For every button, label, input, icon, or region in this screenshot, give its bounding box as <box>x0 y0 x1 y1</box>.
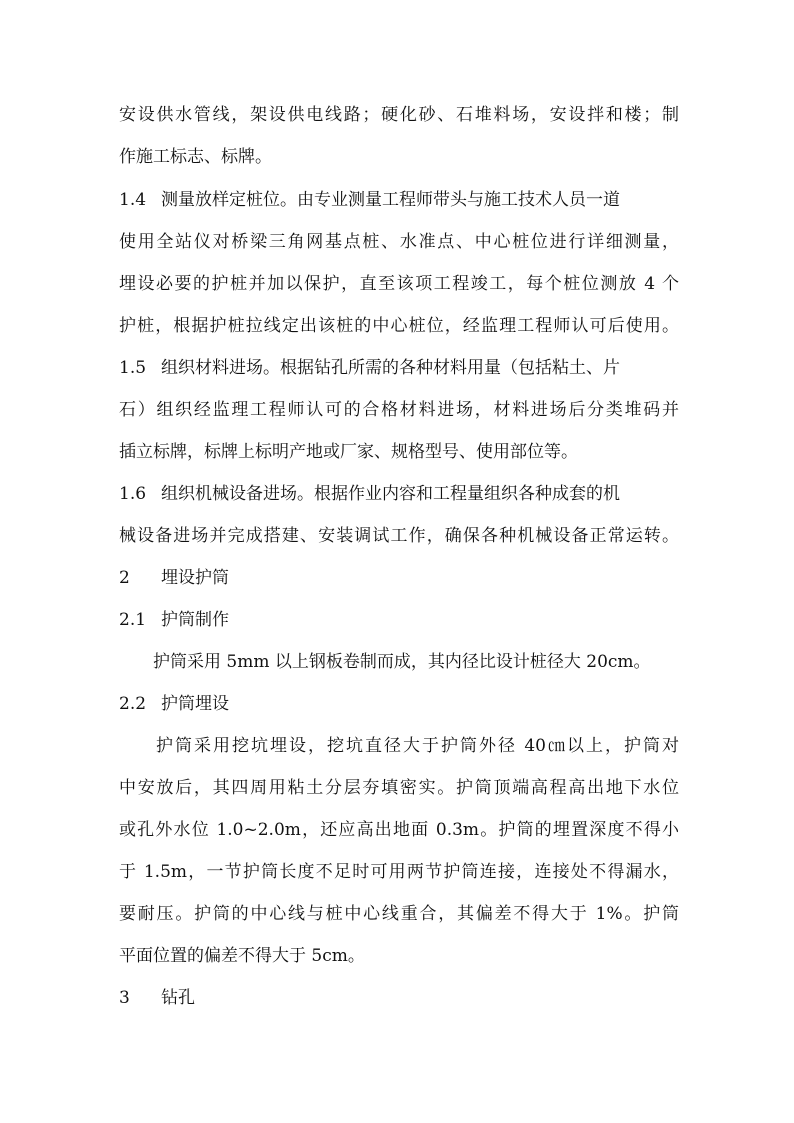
section-1-5-first-line <box>119 357 679 379</box>
section-number: 3 <box>119 988 130 1008</box>
paragraph-line: 作施工标志、标牌。 <box>119 147 272 167</box>
section-title: 钻孔 <box>161 988 195 1008</box>
section-number: 2.1 <box>119 610 147 630</box>
heading-2-1 <box>119 609 679 631</box>
paragraph-line: 安设供水管线，架设供电线路；硬化砂、石堆料场，安设拌和楼；制 <box>119 105 679 125</box>
section-title: 护筒制作 <box>161 610 229 630</box>
paragraph-line: 埋设必要的护桩并加以保护，直至该项工程竣工，每个桩位测放 4 个 <box>119 274 679 294</box>
paragraph-line: 护筒采用挖坑埋设，挖坑直径大于护筒外径 40㎝以上，护筒对 <box>156 736 679 756</box>
section-title: 埋设护筒 <box>161 568 229 588</box>
paragraph-line: 护桩，根据护桩拉线定出该桩的中心桩位，经监理工程师认可后使用。 <box>119 316 679 336</box>
section-text: 组织机械设备进场。根据作业内容和工程量组织各种成套的机 <box>161 484 620 504</box>
paragraph-line: 要耐压。护筒的中心线与桩中心线重合，其偏差不得大于 1%。护筒 <box>119 904 679 924</box>
section-text: 测量放样定桩位。由专业测量工程师带头与施工技术人员一道 <box>161 190 620 210</box>
heading-3 <box>119 987 679 1009</box>
section-number: 1.5 <box>119 358 147 378</box>
paragraph-line: 平面位置的偏差不得大于 5cm。 <box>119 946 365 966</box>
paragraph-line: 石）组织经监理工程师认可的合格材料进场，材料进场后分类堆码并 <box>119 400 679 420</box>
paragraph-line: 或孔外水位 1.0~2.0m，还应高出地面 0.3m。护筒的埋置深度不得小 <box>119 820 679 840</box>
paragraph-line: 械设备进场并完成搭建、安装调试工作，确保各种机械设备正常运转。 <box>119 526 679 546</box>
section-1-4-first-line <box>119 189 679 211</box>
paragraph-line: 使用全站仪对桥梁三角网基点桩、水准点、中心桩位进行详细测量， <box>119 232 679 252</box>
section-number: 2.2 <box>119 694 147 714</box>
section-number: 1.6 <box>119 484 147 504</box>
paragraph-line: 插立标牌，标牌上标明产地或厂家、规格型号、使用部位等。 <box>119 442 578 462</box>
section-text: 组织材料进场。根据钻孔所需的各种材料用量（包括粘土、片 <box>161 358 620 378</box>
paragraph-line: 于 1.5m，一节护筒长度不足时可用两节护筒连接，连接处不得漏水， <box>119 862 679 882</box>
paragraph-line: 中安放后，其四周用粘土分层夯填密实。护筒顶端高程高出地下水位 <box>119 778 679 798</box>
heading-2 <box>119 567 679 589</box>
paragraph-line: 护筒采用 5mm 以上钢板卷制而成，其内径比设计桩径大 20cm。 <box>153 652 651 672</box>
section-1-6-first-line <box>119 483 679 505</box>
section-number: 2 <box>119 568 130 588</box>
section-title: 护筒埋设 <box>161 694 229 714</box>
heading-2-2 <box>119 693 679 715</box>
section-number: 1.4 <box>119 190 147 210</box>
